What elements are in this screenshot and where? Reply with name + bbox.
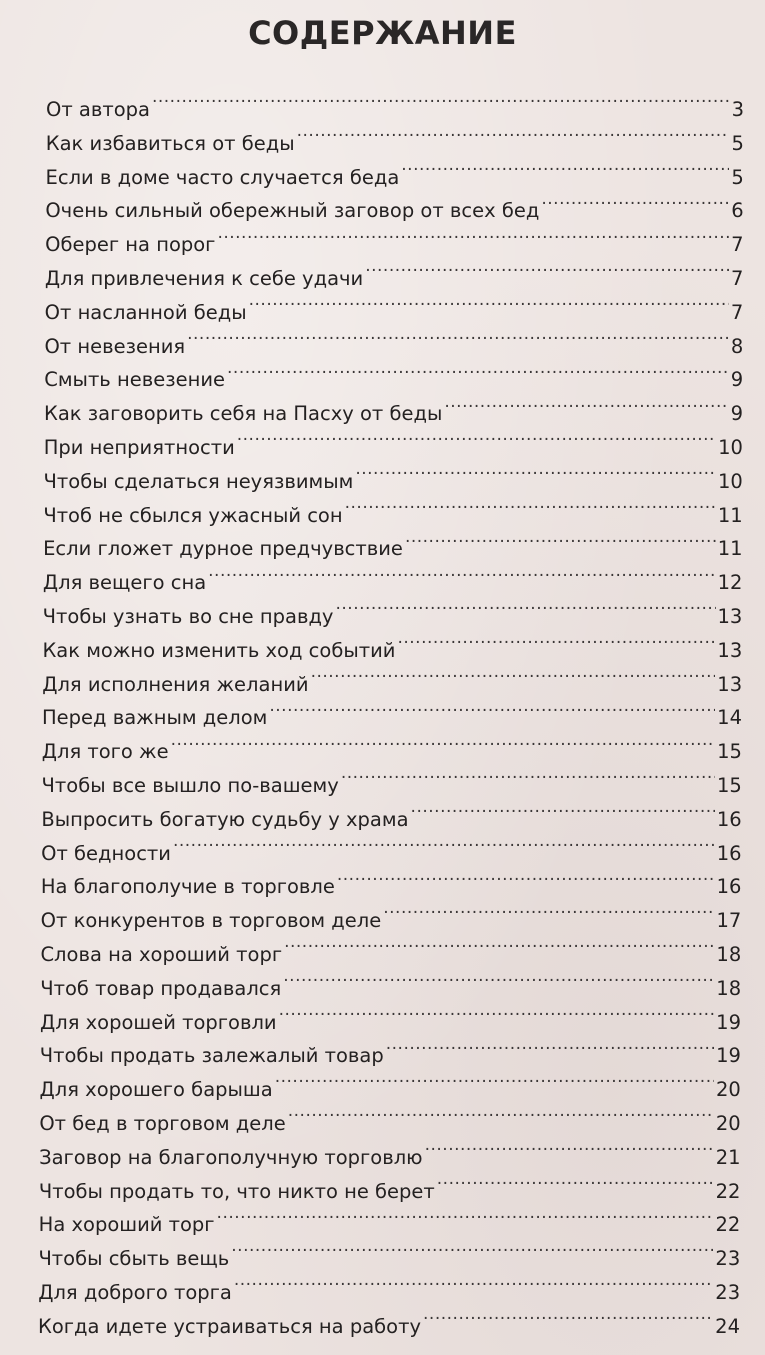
toc-entry-title: Для хорошего барыша	[39, 1078, 273, 1102]
toc-entry	[0, 93, 765, 127]
toc-entry-title: Если гложет дурное предчувствие	[43, 537, 403, 561]
toc-entry-title: От автора	[46, 98, 150, 121]
toc-entry-title: Как можно изменить ход событий	[42, 638, 396, 662]
dot-leader	[275, 1077, 714, 1097]
toc-entry	[0, 701, 765, 735]
dot-leader	[365, 265, 729, 285]
toc-entry-title: Чтобы сбыть вещь	[38, 1247, 230, 1271]
dot-leader	[444, 401, 728, 421]
toc-entry	[0, 431, 765, 465]
toc-entry-title: Чтобы продать залежалый товар	[39, 1044, 384, 1068]
dot-leader	[217, 232, 729, 252]
toc-entry-page-number: 14	[717, 706, 742, 730]
toc-entry	[0, 228, 765, 262]
toc-entry-title: От конкурентов в торговом деле	[40, 909, 382, 933]
dot-leader	[401, 164, 729, 184]
toc-entry-title: Как заговорить себя на Пасху от беды	[44, 402, 443, 426]
dot-leader	[345, 502, 716, 522]
toc-entry-title: Слова на хороший торг	[40, 942, 283, 966]
toc-entry	[0, 1208, 765, 1242]
toc-entry-title: Смыть невезение	[44, 368, 226, 392]
toc-entry	[0, 668, 765, 702]
toc-entry-title: Для доброго торга	[38, 1280, 232, 1304]
toc-entry	[0, 735, 765, 769]
toc-entry	[0, 1175, 765, 1209]
dot-leader	[227, 367, 729, 387]
toc-entry	[0, 566, 765, 600]
dot-leader	[217, 1212, 714, 1232]
dot-leader	[405, 536, 716, 556]
toc-entry-page-number: 11	[717, 503, 743, 527]
toc-entry-title: Чтобы все вышло по-вашему	[41, 773, 339, 797]
dot-leader	[437, 1178, 714, 1198]
toc-entry	[0, 1141, 765, 1175]
dot-leader	[297, 130, 730, 150]
toc-entry-page-number: 13	[717, 638, 743, 662]
toc-entry-page-number: 15	[716, 773, 742, 797]
toc-entry-page-number: 18	[716, 942, 742, 966]
toc-entry	[0, 532, 765, 566]
dot-leader	[208, 570, 715, 590]
dot-leader	[386, 1043, 714, 1063]
toc-entry-title: Как избавиться от беды	[45, 131, 295, 155]
toc-entry	[0, 769, 765, 803]
toc-entry	[0, 397, 765, 431]
toc-entry-page-number: 22	[715, 1179, 741, 1203]
toc-entry-page-number: 21	[715, 1145, 741, 1169]
toc-entry-title: При неприятности	[43, 435, 235, 459]
dot-leader	[234, 1279, 713, 1299]
toc-entry-title: На хороший торг	[38, 1213, 215, 1237]
toc-entry	[0, 1276, 765, 1310]
toc-entry	[0, 1039, 765, 1073]
toc-entry-title: Перед важным делом	[42, 706, 268, 730]
dot-leader	[383, 908, 714, 928]
dot-leader	[187, 333, 729, 353]
toc-entry-page-number: 15	[717, 740, 742, 764]
dot-leader	[311, 671, 716, 691]
toc-entry-title: Когда идете устраиваться на работу	[38, 1314, 422, 1338]
toc-entry	[0, 634, 765, 668]
toc-entry	[0, 870, 765, 904]
toc-entry	[0, 837, 765, 871]
dot-leader	[237, 434, 716, 454]
toc-entry-title: Для исполнения желаний	[42, 672, 309, 696]
dot-leader	[283, 975, 714, 995]
toc-entry-page-number: 24	[715, 1314, 740, 1338]
toc-entry-title: Чтобы сделаться неуязвимым	[43, 469, 354, 493]
dot-leader	[397, 637, 715, 657]
dot-leader	[279, 1009, 715, 1029]
toc-entry-page-number: 7	[730, 300, 744, 324]
toc-entry-page-number: 16	[716, 807, 742, 831]
toc-entry-page-number: 23	[715, 1247, 741, 1271]
dot-leader	[269, 705, 715, 725]
toc-entry-title: Оберег на порог	[45, 233, 216, 257]
toc-entry	[0, 127, 765, 161]
dot-leader	[231, 1246, 713, 1266]
toc-entry	[0, 600, 765, 634]
toc-entry-title: Для хорошей торговли	[40, 1010, 277, 1034]
toc-entry-page-number: 22	[715, 1213, 741, 1237]
toc-entry-page-number: 17	[716, 909, 742, 933]
toc-entry-page-number: 7	[731, 266, 744, 290]
toc-entry-page-number: 10	[718, 435, 743, 459]
toc-entry-page-number: 9	[730, 368, 744, 392]
toc-entry	[0, 330, 765, 364]
dot-leader	[171, 739, 715, 759]
dot-leader	[411, 806, 715, 826]
toc-entry-title: Очень сильный обережный заговор от всех бед	[45, 199, 540, 223]
toc-entry-title: Если в доме часто случается беда	[45, 165, 400, 189]
toc-entry-title: От бед в торговом деле	[39, 1111, 286, 1135]
toc-entry	[0, 972, 765, 1006]
dot-leader	[173, 840, 715, 860]
toc-entry	[0, 904, 765, 938]
dot-leader	[541, 198, 729, 218]
toc-entry-title: От насланной беды	[44, 300, 247, 324]
page-title: СОДЕРЖАНИЕ	[248, 14, 517, 52]
toc-entry-page-number: 9	[730, 402, 743, 426]
toc-entry-title: От бедности	[41, 841, 171, 865]
toc-entry-title: Выпросить богатую судьбу у храма	[41, 807, 409, 831]
toc-entry-page-number: 18	[716, 976, 742, 1000]
dot-leader	[152, 97, 730, 117]
toc-entry-page-number: 6	[731, 199, 744, 223]
toc-entry-page-number: 23	[715, 1280, 741, 1304]
toc-entry	[0, 262, 765, 296]
toc-entry-title: Чтобы узнать во сне правду	[42, 604, 334, 628]
toc-entry-page-number: 10	[717, 469, 743, 493]
toc-entry	[0, 499, 765, 533]
toc-entry	[0, 1310, 765, 1344]
dot-leader	[355, 468, 716, 488]
toc-entry	[0, 194, 765, 228]
dot-leader	[423, 1313, 713, 1333]
toc-entry	[0, 1107, 765, 1141]
toc-entry	[0, 1242, 765, 1276]
toc-entry	[0, 296, 765, 330]
dot-leader	[288, 1110, 714, 1130]
toc-entry-title: От невезения	[44, 334, 186, 358]
toc-entry-page-number: 19	[716, 1044, 741, 1068]
toc-entry	[0, 465, 765, 499]
toc-entry-page-number: 12	[717, 571, 743, 595]
toc-entry-page-number: 5	[731, 131, 744, 155]
dot-leader	[335, 603, 715, 623]
toc-entry	[0, 938, 765, 972]
toc-entry-page-number: 20	[715, 1111, 741, 1135]
dot-leader	[249, 299, 729, 319]
toc-entry-page-number: 7	[731, 233, 744, 257]
toc-entry-page-number: 8	[730, 334, 744, 358]
dot-leader	[341, 772, 715, 792]
toc-entry-page-number: 5	[731, 165, 744, 189]
toc-entry-title: Чтоб не сбылся ужасный сон	[43, 503, 343, 527]
toc-entry	[0, 803, 765, 837]
toc-entry-title: Чтобы продать то, что никто не берет	[38, 1179, 435, 1203]
toc-entry-page-number: 13	[717, 672, 743, 696]
toc-entry-title: Для того же	[41, 740, 169, 764]
toc-entry-title: На благополучие в торговле	[40, 875, 335, 899]
toc-entry-page-number: 3	[731, 98, 744, 121]
dot-leader	[284, 941, 714, 961]
toc-entry	[0, 161, 765, 195]
toc-entry-title: Чтоб товар продавался	[40, 976, 282, 1000]
toc-entry-page-number: 16	[716, 841, 742, 865]
toc-entry	[0, 1073, 765, 1107]
toc-entry-page-number: 19	[716, 1010, 741, 1034]
toc-entry-title: Заговор на благополучную торговлю	[39, 1145, 423, 1169]
toc-entry	[0, 1006, 765, 1040]
toc-entry-page-number: 13	[717, 604, 743, 628]
table-of-contents	[0, 93, 765, 1343]
toc-entry-title: Для вещего сна	[42, 571, 207, 595]
toc-entry-page-number: 16	[716, 875, 742, 899]
dot-leader	[337, 874, 715, 894]
dot-leader	[425, 1144, 714, 1164]
toc-entry	[0, 363, 765, 397]
toc-entry-page-number: 20	[715, 1078, 741, 1102]
toc-entry-title: Для привлечения к себе удачи	[44, 266, 364, 290]
toc-entry-page-number: 11	[717, 537, 743, 561]
